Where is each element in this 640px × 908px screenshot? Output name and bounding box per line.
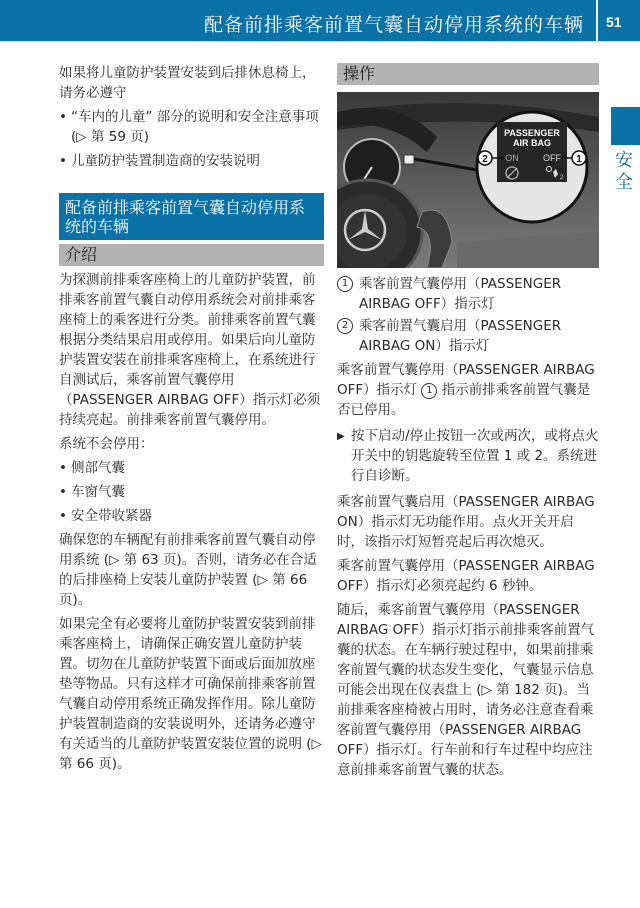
right-column bbox=[337, 63, 599, 784]
not-disabled-list bbox=[59, 458, 324, 526]
on-label: ON bbox=[505, 153, 519, 163]
page-header bbox=[0, 0, 640, 42]
paragraph-text: 乘客前置气囊停用（PASSENGER AIRBAG OFF）指示灯 bbox=[337, 362, 595, 398]
bullet-item: • 安全带收紧器 bbox=[59, 506, 324, 526]
paragraph: 如果完全有必要将儿童防护装置安装到前排乘客座椅上，请确保正确安置儿童防护装置。切勿在儿童防护装置下面或后面加放座垫等物品。只有这样才可确保前排乘客前置气囊自动停用系统正确发挥作用。除儿童防护装置制造商的安装说明外，还请务必遵守有关适当的儿童防护装置安装位置的说明 (▷ 第 66 页)。 bbox=[59, 616, 322, 772]
header-title: 配备前排乘客前置气囊自动停用系统的车辆 bbox=[203, 14, 584, 36]
svg-text:1: 1 bbox=[576, 154, 582, 165]
intro-text: 如果将儿童防护装置安装到后排休息椅上，请务必遵守 bbox=[59, 65, 316, 101]
svg-text:2: 2 bbox=[560, 175, 564, 181]
section-title: 配备前排乘客前置气囊自动停用系统的车辆 bbox=[59, 193, 324, 240]
bullet-item: • “车内的儿童” 部分的说明和安全注意事项 (▷ 第 59 页) bbox=[59, 107, 324, 147]
panel-label-line1: PASSENGER bbox=[504, 128, 560, 138]
off-label: OFF bbox=[543, 153, 561, 163]
dashboard-illustration bbox=[337, 92, 599, 268]
left-column bbox=[59, 63, 324, 778]
page-number: 51 bbox=[606, 14, 622, 30]
paragraph: 确保您的车辆配有前排乘客前置气囊自动停用系统 (▷ 第 63 页)。否则，请务必在合适的后排座椅上安装儿童防护装置 (▷ 第 66 页)。 bbox=[59, 532, 317, 608]
svg-text:2: 2 bbox=[482, 154, 488, 165]
paragraph: 乘客前置气囊停用（PASSENGER AIRBAG OFF）指示灯必须亮起约 6 秒钟。 bbox=[337, 558, 595, 594]
bullet-item: • 车窗气囊 bbox=[59, 482, 324, 502]
legend-item-1 bbox=[337, 274, 599, 314]
legend-text: 乘客前置气囊停用（PASSENGER AIRBAG OFF）指示灯 bbox=[359, 276, 562, 312]
paragraph: 乘客前置气囊启用（PASSENGER AIRBAG ON）指示灯无功能作用。点火开关开启时，该指示灯短暂亮起后再次熄灭。 bbox=[337, 494, 595, 550]
intro-bullet-list bbox=[59, 107, 324, 171]
paragraph: 随后，乘客前置气囊停用（PASSENGER AIRBAG OFF）指示灯指示前排乘客前置气囊的状态。在车辆行驶过程中，如果前排乘客前置气囊的状态发生变化，气囊显示信息可能会出现在仪表盘上 (▷ 第 182 页)。当前排乘客座椅被占用时，请务必注意查看乘客前置气囊停用（PASSENGER AIRBAG OFF）指示灯。行车前和行车过程中均应注意前排乘客前置气囊的状态。 bbox=[337, 602, 595, 778]
paragraph: 为探测前排乘客座椅上的儿童防护装置，前排乘客前置气囊自动停用系统会对前排乘客座椅上的乘客进行分类。前排乘客前置气囊根据分类结果启用或停用。如果后向儿童防护装置安装在前排乘客座椅上，在系统进行自测试后，乘客前置气囊停用（PASSENGER AIRBAG OFF）指示灯必须持续亮起。前排乘客前置气囊停用。 bbox=[59, 272, 321, 428]
bullet-item: • 侧部气囊 bbox=[59, 458, 324, 478]
section-tab-label-line2: 全 bbox=[615, 172, 633, 193]
legend-number: 1 bbox=[337, 276, 353, 292]
legend-number: 2 bbox=[337, 318, 353, 334]
subsection-title-intro: 介绍 bbox=[59, 244, 324, 266]
legend-text: 乘客前置气囊启用（PASSENGER AIRBAG ON）指示灯 bbox=[359, 318, 562, 354]
paragraph-text: 指示前排乘客前置气囊是否已停用。 bbox=[337, 382, 591, 418]
header-divider bbox=[596, 0, 598, 41]
section-tab-marker bbox=[611, 107, 640, 145]
paragraph bbox=[337, 360, 599, 420]
section-tab-label bbox=[612, 150, 636, 194]
subsection-title-operation: 操作 bbox=[337, 63, 599, 85]
section-tab-label-line1: 安 bbox=[615, 150, 633, 171]
legend-item-2 bbox=[337, 316, 599, 356]
airbag-indicator-figure bbox=[337, 92, 599, 268]
bullet-item: • 儿童防护装置制造商的安装说明 bbox=[59, 151, 324, 171]
instruction-step: ▶ 按下启动/停止按钮一次或两次，或将点火开关中的钥匙旋转至位置 1 或 2。系统进行自诊断。 bbox=[337, 426, 599, 486]
callout-reference-1: 1 bbox=[421, 383, 437, 399]
panel-label-line2: AIR BAG bbox=[513, 138, 551, 148]
not-disabled-label: 系统不会停用： bbox=[59, 436, 154, 452]
figure-legend bbox=[337, 274, 599, 356]
